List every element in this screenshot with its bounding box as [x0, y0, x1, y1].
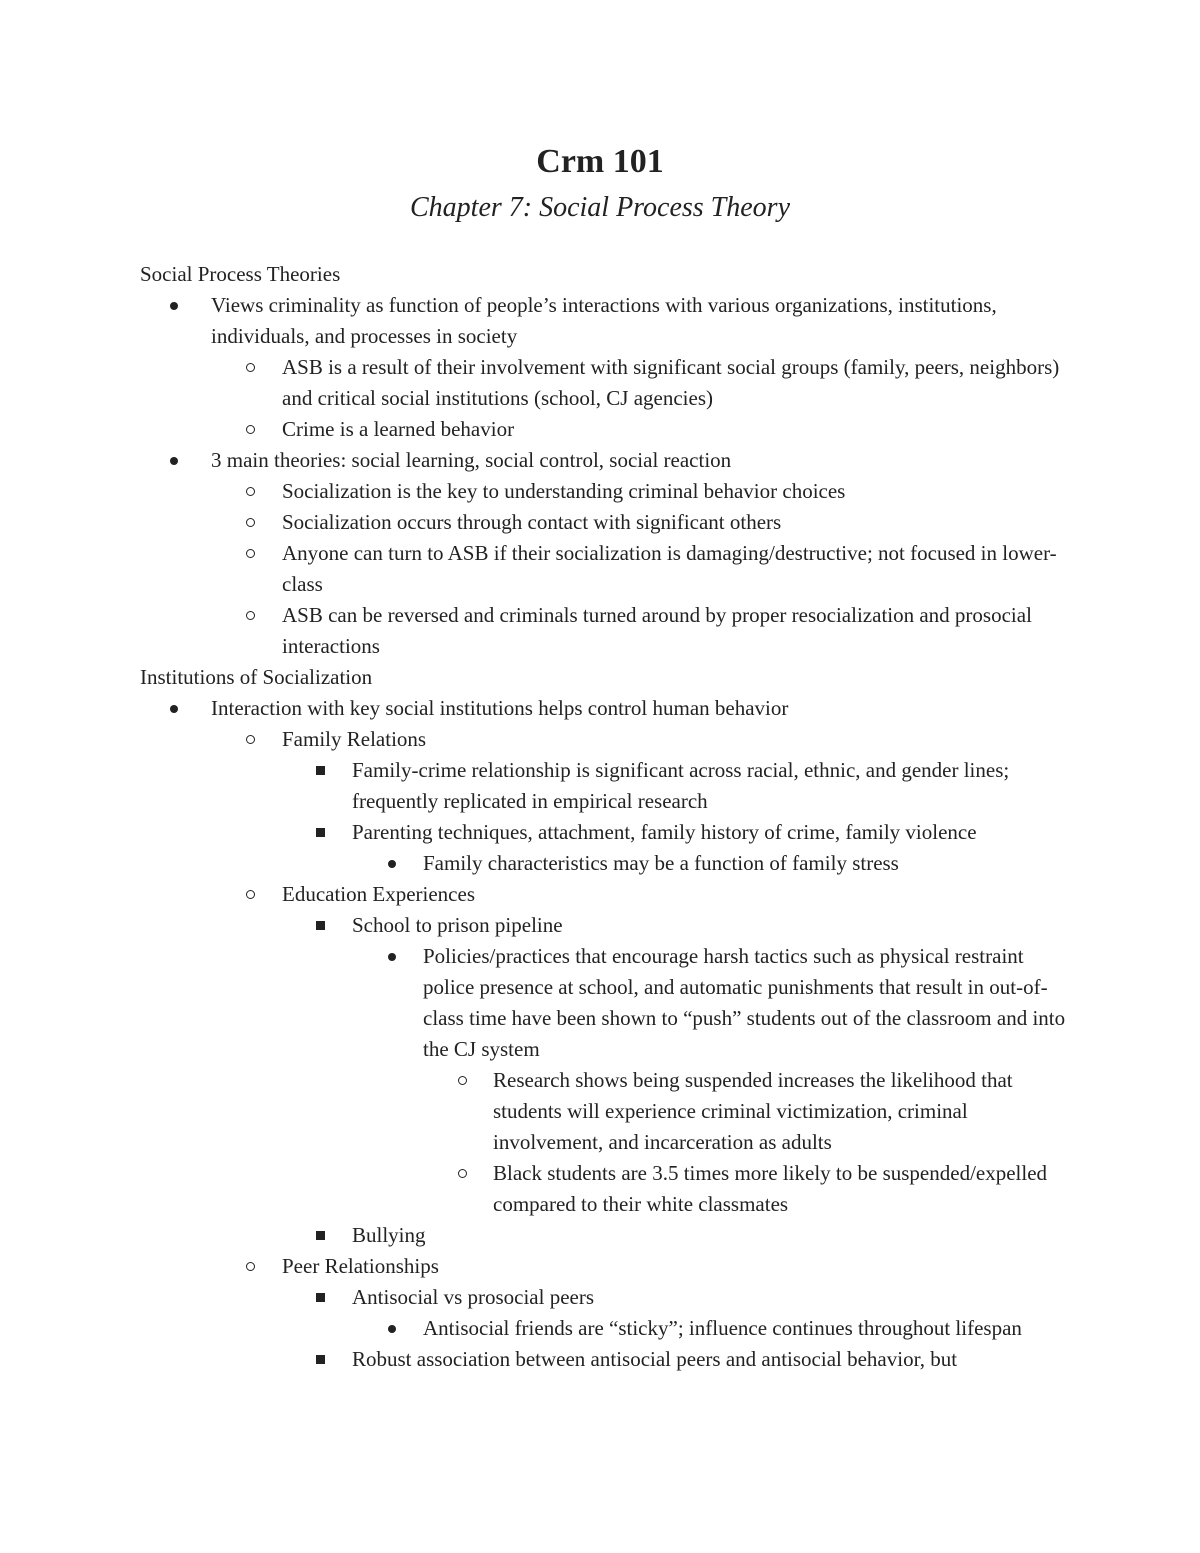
- list-item: [140, 879, 1070, 910]
- list-item-text: Antisocial vs prosocial peers: [352, 1285, 595, 1309]
- bullet-square-icon: [316, 1282, 325, 1313]
- list-item: [140, 1220, 1070, 1251]
- list-item: [140, 445, 1070, 476]
- list-item-text: Family characteristics may be a function of family stress: [423, 851, 899, 875]
- bullet-circle-icon: [246, 414, 255, 445]
- list-item-text: Family-crime relationship is significant across racial, ethnic, and gender lines; frequently replicated in empirical research: [352, 758, 1010, 813]
- list-item-text: Parenting techniques, attachment, family history of crime, family violence: [352, 820, 977, 844]
- notes-body: [140, 259, 1070, 1375]
- list-item-text: Views criminality as function of people’s interactions with various organizations, institutions, individuals, and processes in society: [211, 293, 997, 348]
- list-item-text: Policies/practices that encourage harsh tactics such as physical restraint police presence at school, and automatic punishments that result in out-of-class time have been shown to “push” students out of the classroom and into the CJ system: [423, 944, 1066, 1061]
- list-item-text: 3 main theories: social learning, social control, social reaction: [211, 448, 732, 472]
- bullet-circle-icon: [246, 600, 255, 631]
- list-item: [140, 414, 1070, 445]
- list-item: [140, 724, 1070, 755]
- list-item: [140, 538, 1070, 600]
- list-item-text: Socialization is the key to understanding criminal behavior choices: [282, 479, 846, 503]
- bullet-dot-icon: [388, 848, 396, 879]
- list-item: [140, 290, 1070, 352]
- bullet-circle-icon: [246, 1251, 255, 1282]
- bullet-square-icon: [316, 1344, 325, 1375]
- bullet-circle-icon: [246, 724, 255, 755]
- list-item: [140, 941, 1070, 1065]
- list-item: [140, 476, 1070, 507]
- list-item: [140, 600, 1070, 662]
- list-item-text: Antisocial friends are “sticky”; influence continues throughout lifespan: [423, 1316, 1022, 1340]
- list-item-text: Robust association between antisocial peers and antisocial behavior, but: [352, 1347, 958, 1371]
- bullet-list: [140, 693, 1070, 1375]
- list-item: [140, 817, 1070, 848]
- bullet-square-icon: [316, 817, 325, 848]
- bullet-square-icon: [316, 1220, 325, 1251]
- bullet-square-icon: [316, 755, 325, 786]
- bullet-circle-icon: [458, 1065, 467, 1096]
- list-item: [140, 1065, 1070, 1158]
- list-item: [140, 848, 1070, 879]
- list-item: [140, 755, 1070, 817]
- list-item-text: ASB can be reversed and criminals turned around by proper resocialization and prosocial interactions: [282, 603, 1032, 658]
- list-item: [140, 1158, 1070, 1220]
- bullet-list: [140, 290, 1070, 662]
- bullet-circle-icon: [246, 352, 255, 383]
- list-item: [140, 1282, 1070, 1313]
- list-item-text: Black students are 3.5 times more likely to be suspended/expelled compared to their white classmates: [493, 1161, 1048, 1216]
- list-item: [140, 910, 1070, 941]
- bullet-dot-icon: [388, 941, 396, 972]
- section-heading: Institutions of Socialization: [140, 665, 373, 689]
- list-item-text: School to prison pipeline: [352, 913, 563, 937]
- bullet-circle-icon: [246, 538, 255, 569]
- bullet-dot-icon: [170, 290, 178, 321]
- list-item: [140, 352, 1070, 414]
- bullet-dot-icon: [388, 1313, 396, 1344]
- bullet-circle-icon: [246, 507, 255, 538]
- document-title: Crm 101: [536, 143, 664, 180]
- list-item-text: Education Experiences: [282, 882, 475, 906]
- list-item: [140, 1251, 1070, 1282]
- bullet-circle-icon: [246, 879, 255, 910]
- bullet-circle-icon: [246, 476, 255, 507]
- chapter-subtitle: Chapter 7: Social Process Theory: [409, 192, 791, 223]
- bullet-dot-icon: [170, 693, 178, 724]
- list-item: [140, 1344, 1070, 1375]
- list-item: [140, 693, 1070, 724]
- list-item-text: Research shows being suspended increases the likelihood that students will experience criminal victimization, criminal involvement, and incarceration as adults: [493, 1068, 1013, 1154]
- bullet-circle-icon: [458, 1158, 467, 1189]
- list-item-text: Peer Relationships: [282, 1254, 439, 1278]
- list-item-text: ASB is a result of their involvement with significant social groups (family, peers, neighbors) and critical social institutions (school, CJ agencies): [282, 355, 1060, 410]
- list-item-text: Anyone can turn to ASB if their socialization is damaging/destructive; not focused in lower-class: [282, 541, 1057, 596]
- bullet-square-icon: [316, 910, 325, 941]
- list-item-text: Family Relations: [282, 727, 427, 751]
- list-item-text: Interaction with key social institutions helps control human behavior: [211, 696, 789, 720]
- section-heading: Social Process Theories: [140, 262, 341, 286]
- list-item-text: Bullying: [352, 1223, 426, 1247]
- list-item-text: Crime is a learned behavior: [282, 417, 515, 441]
- list-item-text: Socialization occurs through contact with significant others: [282, 510, 782, 534]
- list-item: [140, 1313, 1070, 1344]
- bullet-dot-icon: [170, 445, 178, 476]
- list-item: [140, 507, 1070, 538]
